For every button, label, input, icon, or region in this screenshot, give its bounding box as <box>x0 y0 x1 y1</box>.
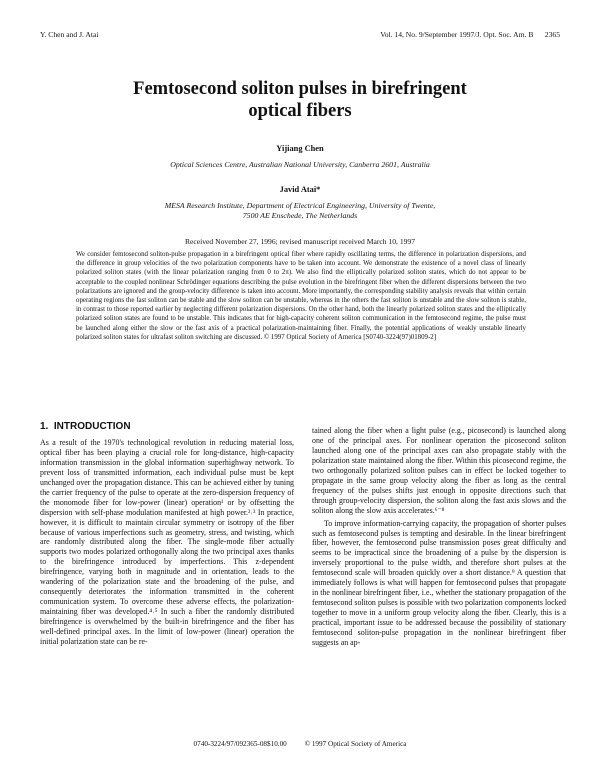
page-footer <box>40 740 560 748</box>
running-header-authors: Y. Chen and J. Atai <box>40 30 99 39</box>
author-2-affiliation-line-2: 7500 AE Enschede, The Netherlands <box>242 211 358 220</box>
received-dates: Received November 27, 1996; revised manuscript received March 10, 1997 <box>184 237 416 246</box>
author-1-affiliation: Optical Sciences Centre, Australian National University, Canberra 2601, Australia <box>170 160 430 169</box>
author-2-affiliation-line-1: MESA Research Institute, Department of Electrical Engineering, University of Twente, <box>164 201 436 210</box>
footer-copyright: © 1997 Optical Society of America <box>304 740 407 748</box>
paper-title <box>40 78 560 122</box>
footer-code: 0740-3224/97/092365-08$10.00 <box>193 740 287 748</box>
section-heading-introduction: 1. INTRODUCTION <box>40 421 131 432</box>
body-paragraph: tained along the fiber when a light pulse (e.g., picosecond) is launched along one of the principal axes. For nonlinear operation the picosecond soliton launched along one of the principal axes can also propagate stably with the polarization state maintained along the fiber. Within this picosecond regime, the two orthogonally polarized soliton pulses can in effect be locked together to propagate in the same group velocity along the fiber as long as the central frequency of the pulses shifts just enough in opposite directions such that through group-velocity dispersion, the soliton along the fast axis slows and the soliton along the slow axis accelerates.⁶⁻⁸ <box>312 426 566 515</box>
title-line-2: optical fibers <box>248 101 352 121</box>
author-2-name: Javid Atai* <box>279 185 321 194</box>
author-1-name: Yijiang Chen <box>276 144 324 153</box>
title-line-1: Femtosecond soliton pulses in birefringent <box>133 79 467 99</box>
body-paragraph: As a result of the 1970's technological revolution in reducing material loss, optical fiber has been playing a crucial role for long-distance, high-capacity information transmission in the global information superhighway network. To prevent loss of transmitted information, each individual pulse must be kept unchanged over the propagation distance. This can be achieved either by tuning the carrier frequency of the pulse to operate at the zero-dispersion frequency of the monomode fiber for low-power (linear) operation¹ or by offsetting the dispersion with self-phase modulation manifested at high power.²˒³ In practice, however, it is difficult to maintain circular symmetry or isotropy of the fiber because of various imperfections such as geometry, stress, and twisting, which are randomly distributed along the fiber. The single-mode fiber actually supports two modes polarized orthogonally along the two principal axes thanks to the birefringence introduced by imperfections. This z-dependent birefringence, varying both in magnitude and in orientation, leads to the wandering of the polarization state and the broadening of the pulse, and consequently deteriorates the information transmitted in the coherent communication system. To overcome these adverse effects, the polarization-maintaining fiber was developed.⁴˒⁵ In such a fiber the randomly distributed birefringence is overwhelmed by the built-in birefringence and the fiber has well-defined principal axes. In the limit of low-power (linear) operation the initial polarization state can be re- <box>40 437 294 647</box>
abstract: We consider femtosecond soliton-pulse propagation in a birefringent optical fiber where rapidly oscillating terms, the difference in polarization dispersions, and the difference in group velocities of the two polarization components have to be taken into account. We demonstrate the existence of a novel class of linearly polarized soliton states (with the linear polarization ranging from 0 to 2π). We also find the elliptically polarized soliton states, which do not appear to be acceptable to the coupled nonlinear Schrödinger equations describing the pulse evolution in the birefringent fiber when the different dispersions between the two polarizations are ignored and the group-velocity difference is taken into account. More importantly, the corresponding stability analysis reveals that within certain operating regions the fast soliton can be stable and the slow soliton can be unstable, whereas in the others the fast soliton is unstable and the slow soliton is stable, in contrast to those reported earlier by neglecting different polarization dispersions. On the other hand, both the linearly polarized soliton states and the elliptically polarized soliton states are found to be unstable. This indicates that for high-capacity coherent soliton communication in the femtosecond regime, the pulse must be launched along either the slow or the fast axis of a practical polarization-maintaining fiber. Finally, the potential applications of weakly unstable linearly polarized soliton states for ultrafast soliton switching are discussed. © 1997 Optical Society of America [S0740-3224(97)01809-2] <box>76 251 526 341</box>
body-paragraph: To improve information-carrying capacity, the propagation of shorter pulses such as femtosecond pulses is tempting and desirable. In the linear birefringent fiber, however, the femtosecond pulse transmission poses great difficulty and seems to be impractical since the broadening of a pulse by the dispersion is inversely proportional to the pulse width, and therefore short pulses at the femtosecond scale will broaden quickly over a short distance.⁹ A question that immediately follows is what will happen for femtosecond pulses that propagate in the nonlinear birefringent fiber, i.e., whether the stationary propagation of the femtosecond soliton pulses is possible with two polarization components locked together to move in a uniform group velocity along the fiber. Clearly, this is a practical, important issue to be addressed because the possibility of stationary femtosecond soliton-pulse propagation in the nonlinear birefringent fiber suggests an ap- <box>312 518 566 648</box>
running-header-journal: Vol. 14, No. 9/September 1997/J. Opt. Soc. Am. B 2365 <box>380 30 560 39</box>
right-column <box>312 426 566 648</box>
left-column <box>40 414 294 647</box>
